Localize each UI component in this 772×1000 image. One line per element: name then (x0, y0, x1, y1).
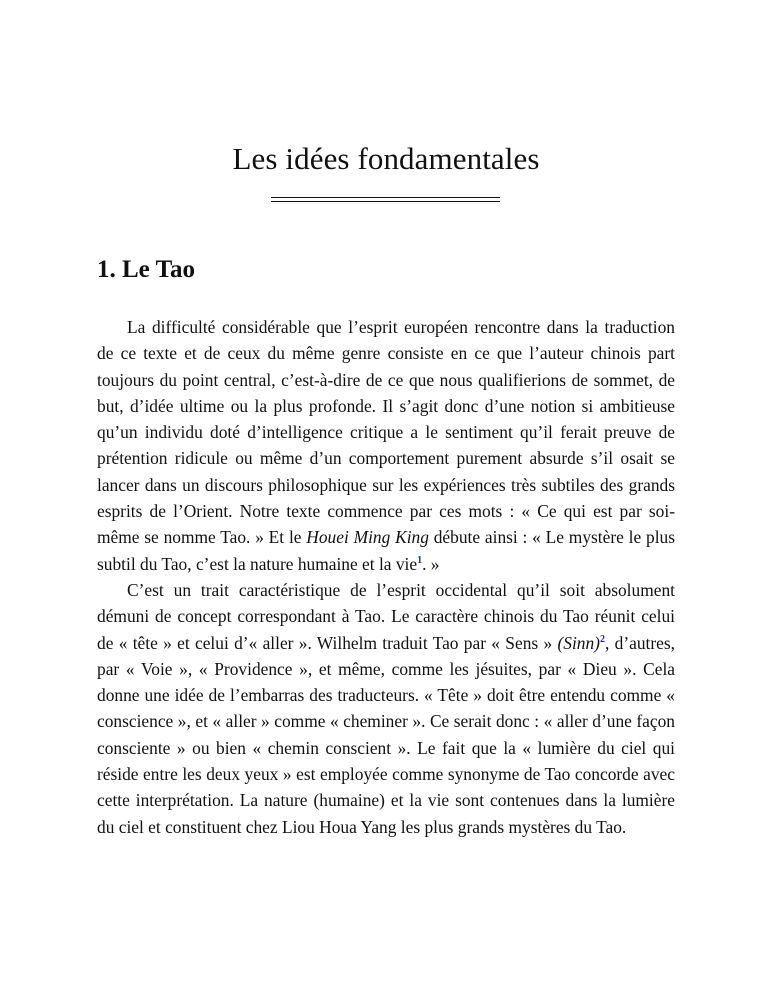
section-heading: 1. Le Tao (97, 256, 195, 283)
book-title: Houei Ming King (306, 527, 429, 548)
paragraph-2-text-a: C’est un trait caractéristique de l’esprit occidental qu’il soit absolument démuni de concept correspondant à Tao. Le caractère chinois du Tao réunit celui de « tête » et celui d’« aller ». Wilhelm traduit Tao par « Sens » (97, 579, 675, 653)
body-text (97, 314, 675, 840)
paragraph-2 (97, 577, 675, 840)
footnote-link-1[interactable]: 1 (417, 554, 423, 566)
paragraph-1-text-b: débute ainsi : « Le mystère le plus subtil du Tao, c’est la nature humaine et la vie (97, 527, 675, 574)
chapter-title: Les idées fondamentales (232, 141, 540, 176)
title-double-rule (271, 197, 500, 202)
paragraph-1 (97, 314, 675, 577)
paragraph-2-text-b: , d’autres, par « Voie », « Providence », et même, comme les jésuites, par « Dieu ». Cela donne une idée de l’embarras des traducteurs. « Tête » doit être entendu comme « conscience », et « aller » comme « cheminer ». Ce serait donc : « aller d’une façon consciente » ou bien « chemin conscient ». Le fait que la « lumière du ciel qui réside entre les deux yeux » est employée comme synonyme de Tao concorde avec cette interprétation. La nature (humaine) et la vie sont contenues dans la lumière du ciel et constituent chez Liou Houa Yang les plus grands mystères du Tao. (97, 632, 675, 837)
paragraph-1-text-c: . » (422, 553, 440, 574)
german-term: (Sinn) (557, 632, 600, 653)
footnote-link-2[interactable]: 2 (599, 633, 605, 645)
paragraph-1-text-a: La difficulté considérable que l’esprit européen rencontre dans la traduction de ce texte et de ceux du même genre consiste en ce que l’auteur chinois part toujours du point central, c’est-à-dire de ce que nous qualifierions de sommet, de but, d’idée ultime ou la plus profonde. Il s’agit donc d’une notion si ambitieuse qu’un individu doté d’intelligence critique a le sentiment qu’il ferait preuve de prétention ridicule ou même d’un comportement purement absurde s’il osait se lancer dans un discours philosophique sur les expériences très subtiles des grands esprits de l’Orient. Notre texte commence par ces mots : « Ce qui est par soi-même se nomme Tao. » Et le (97, 317, 675, 548)
